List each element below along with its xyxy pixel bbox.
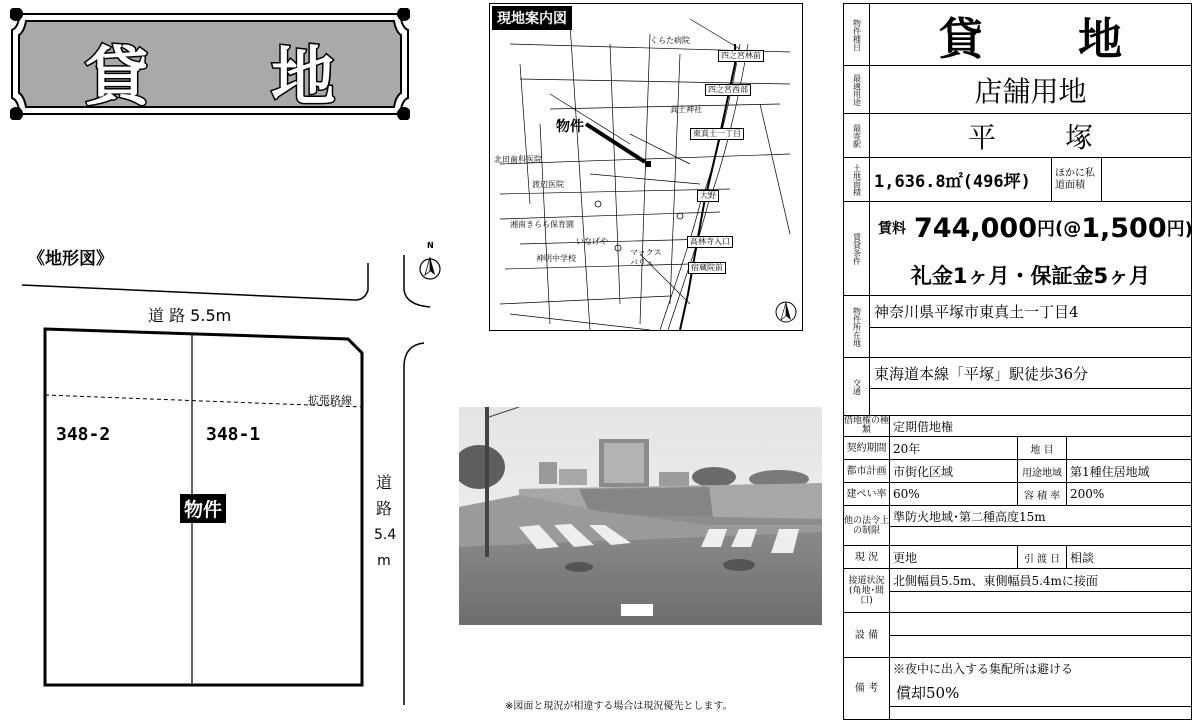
map-station: 高林寺入口 bbox=[687, 236, 733, 248]
access-label: 交通 bbox=[844, 358, 870, 416]
zoning-label: 用途地域 bbox=[1017, 460, 1067, 483]
road-edge bbox=[404, 255, 430, 307]
type-label: 物件種目 bbox=[844, 4, 870, 66]
handover-date: 相談 bbox=[1067, 546, 1191, 569]
map-label: 神明中学校 bbox=[536, 254, 576, 263]
best-use: 店舗用地 bbox=[870, 66, 1191, 114]
other-law: 準防火地域･第二種高度15m bbox=[890, 506, 1191, 527]
station-label: 最寄駅 bbox=[844, 114, 870, 158]
lot-number-right: 348-1 bbox=[206, 424, 261, 445]
land-category-label: 地 目 bbox=[1017, 437, 1067, 460]
other-law-cell bbox=[890, 506, 1191, 546]
access-info: 東海道本線「平塚」駅徒歩36分 bbox=[870, 358, 1191, 389]
road-edge bbox=[22, 263, 368, 300]
area-label: 土地面積 bbox=[844, 158, 870, 202]
handover-label: 引 渡 日 bbox=[1017, 546, 1067, 569]
site-photo-illustration bbox=[459, 407, 822, 625]
remarks-label: 備 考 bbox=[844, 658, 890, 719]
map-title: 現地案内図 bbox=[492, 6, 572, 30]
road-access-cell bbox=[890, 569, 1191, 613]
map-station: 宿蔵院前 bbox=[688, 262, 726, 274]
map-label: 渡辺医院 bbox=[532, 180, 564, 189]
remarks-note: ※夜中に出入する集配所は避ける bbox=[893, 661, 1074, 676]
location-cell bbox=[870, 296, 1191, 358]
bcr-label: 建ぺい率 bbox=[844, 483, 890, 506]
map-north-arrow-icon bbox=[776, 302, 796, 322]
other-law-label: 他の法令上の制限 bbox=[844, 506, 890, 546]
city-plan-label: 都市計画 bbox=[844, 460, 890, 483]
property-marker: 物件 bbox=[180, 494, 226, 523]
lease-type-label: 借地権の種類 bbox=[844, 416, 890, 435]
map-label: マックス バリュ bbox=[630, 248, 662, 267]
site-photo bbox=[459, 407, 822, 625]
location-map bbox=[489, 3, 803, 331]
property-type: 貸 地 bbox=[870, 4, 1191, 66]
road-edge bbox=[404, 343, 424, 705]
map-station: 四之宮林前 bbox=[718, 50, 764, 62]
zoning: 第1種住居地域 bbox=[1067, 460, 1191, 483]
plan-title: 《地形図》 bbox=[28, 249, 113, 269]
north-label: N bbox=[427, 241, 434, 250]
use-label: 最適用途 bbox=[844, 66, 870, 114]
building-coverage: 60% bbox=[890, 483, 1017, 506]
access-cell bbox=[870, 358, 1191, 416]
widening-label: 拡張路線 bbox=[308, 394, 352, 407]
land-category bbox=[1067, 437, 1191, 460]
title-badge bbox=[10, 8, 410, 120]
map-label: 北田歯科医院 bbox=[494, 155, 542, 164]
map-station: 四之宮西部 bbox=[705, 84, 751, 96]
private-road-area bbox=[1102, 158, 1191, 202]
private-road-note: ほかに私道面積 bbox=[1052, 158, 1102, 202]
rent-amount: 744,000 bbox=[914, 212, 1037, 244]
contract-period: 20年 bbox=[890, 437, 1017, 460]
rent-per-tsubo: 1,500 bbox=[1081, 212, 1167, 244]
map-property-label: 物件 bbox=[556, 119, 584, 135]
north-arrow-icon bbox=[420, 257, 440, 279]
map-label: いなげや bbox=[576, 237, 608, 246]
map-station: 大野 bbox=[697, 190, 719, 202]
city-plan: 市街化区域 bbox=[890, 460, 1017, 483]
lease-type: 定期借地権 bbox=[890, 416, 1191, 437]
road-right-label: 道 路 5.4 m bbox=[374, 473, 397, 569]
map-label: 真土神社 bbox=[670, 105, 702, 114]
badge-title: 貸 地 bbox=[84, 41, 386, 115]
rent-per-tsubo-open: (@ bbox=[1054, 217, 1082, 239]
status-label: 現 況 bbox=[844, 546, 890, 569]
equipment-cell bbox=[890, 613, 1191, 658]
far-label: 容 積 率 bbox=[1017, 483, 1067, 506]
location-label: 物件所在地 bbox=[844, 296, 870, 358]
photo-footnote: ※図面と現況が相違する場合は現況優先とします。 bbox=[505, 701, 733, 712]
terms-label: 賃貸条件 bbox=[844, 202, 870, 296]
road-access: 北側幅員5.5m、東側幅員5.4mに接面 bbox=[890, 569, 1191, 592]
rent-label: 賃料 bbox=[878, 221, 906, 237]
equipment-label: 設 備 bbox=[844, 613, 890, 658]
floor-area-ratio: 200% bbox=[1067, 483, 1191, 506]
map-station: 東真土一丁目 bbox=[690, 128, 744, 140]
deposit-terms: 礼金1ヶ月・保証金5ヶ月 bbox=[870, 254, 1191, 296]
rent-per-tsubo-close: 円) bbox=[1166, 219, 1193, 240]
remarks-cell bbox=[890, 658, 1191, 719]
lot-number-left: 348-2 bbox=[56, 424, 111, 445]
current-status: 更地 bbox=[890, 546, 1017, 569]
road-access-label: 接道状況(角地･間口) bbox=[844, 569, 890, 613]
road-top-label: 道 路 5.5m bbox=[148, 306, 232, 325]
remarks-depreciation: 償却50% bbox=[890, 678, 1191, 707]
land-area: 1,636.8㎡(496坪) bbox=[870, 158, 1052, 202]
property-address: 神奈川県平塚市東真土一丁目4 bbox=[870, 296, 1191, 328]
map-label: 湘南きらら保育園 bbox=[510, 220, 574, 229]
map-label: くらた病院 bbox=[650, 36, 690, 45]
info-table bbox=[843, 3, 1192, 720]
contract-label: 契約期間 bbox=[844, 437, 890, 460]
rent-unit: 円 bbox=[1036, 219, 1055, 240]
rent-line bbox=[870, 202, 1191, 254]
nearest-station: 平 塚 bbox=[870, 114, 1191, 158]
